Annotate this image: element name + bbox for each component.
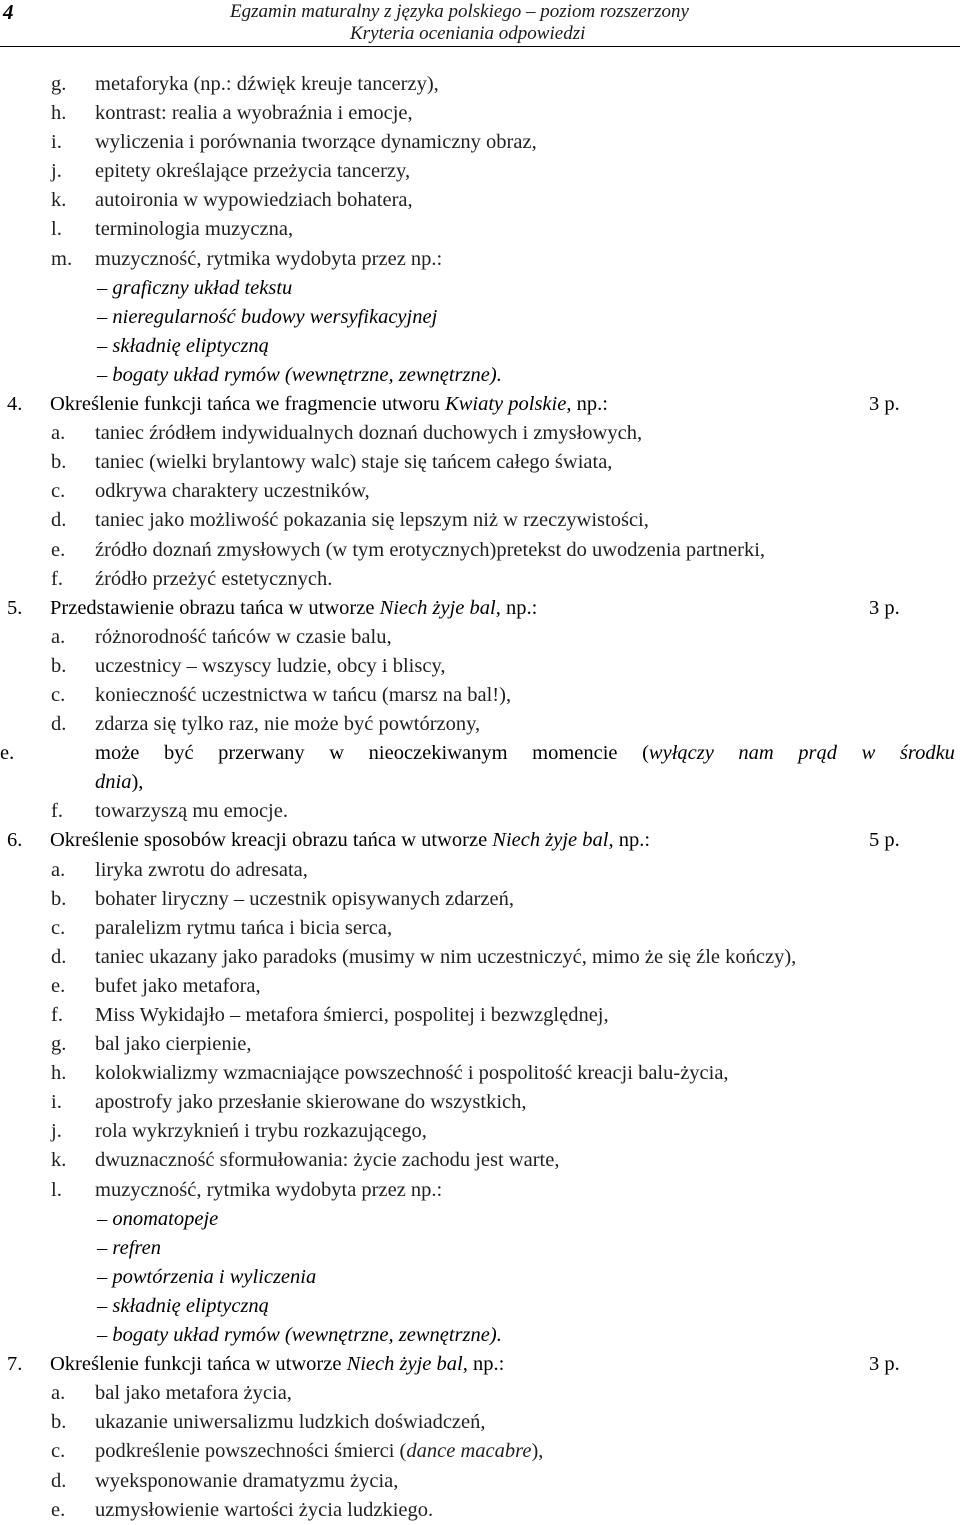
list-item [0,972,960,1001]
item-label: f. [51,1004,63,1026]
list-item [0,914,960,943]
item-word: może [95,742,140,765]
list-item [0,652,960,681]
item-text [50,390,608,419]
text-part: – onomatopeje [97,1207,219,1230]
item-text [50,594,537,623]
list-item [0,768,960,797]
item-word: w [861,742,876,765]
text-part: apostrofy jako przesłanie skierowane do wszystkich, [95,1091,527,1114]
text-after: ), [131,771,144,794]
points-value: 3 p. [869,393,900,416]
item-label: k. [51,189,67,212]
points-value: 3 p. [869,596,900,619]
text-part: kontrast: realia a wyobraźnia i emocje, [95,102,413,125]
text-part: Przedstawienie obrazu tańca w utworze [50,596,380,619]
text-after: , np.: [566,393,608,416]
item-text [95,419,642,448]
text-part: bohater liryczny – uczestnik opisywanych zdarzeń, [95,887,514,910]
item-label: f. [51,567,63,590]
text-part: – bogaty układ rymów (wewnętrzne, zewnętrzne). [97,363,502,386]
text-after: , np.: [462,1353,505,1376]
item-label: a. [51,858,66,881]
list-item [0,1088,960,1117]
item-text [95,157,410,186]
dash-item [0,1205,960,1234]
item-label: l. [51,218,62,241]
item-word: ( [642,742,649,765]
item-word: nam [738,742,774,765]
text-part: bufet jako metafora, [95,974,261,997]
item-label: g. [51,1033,67,1056]
item-label: 5. [7,596,23,619]
list-item [0,1030,960,1059]
item-text [95,1059,729,1088]
text-part: – bogaty układ rymów (wewnętrzne, zewnętrzne). [97,1324,502,1347]
item-text [95,1117,427,1146]
list-item [0,215,960,244]
item-label: j. [51,160,62,183]
text-part: uzmysłowienie wartości życia ludzkiego. [95,1498,434,1521]
item-text [95,943,796,972]
text-part: Określenie sposobów kreacji obrazu tańca w utworze [50,829,493,852]
item-label: i. [51,1091,62,1114]
item-text [95,186,413,215]
list-item [0,1496,960,1525]
page-header [0,0,960,47]
item-label: e. [51,538,66,561]
text-part: autoironia w wypowiedziach bohatera, [95,189,413,212]
item-label: f. [51,800,63,823]
item-label: a. [51,422,66,445]
list-item [0,623,960,652]
page-number: 4 [3,0,14,24]
list-item [0,245,960,274]
list-item [0,448,960,477]
item-label: d. [51,509,67,532]
item-text [95,710,480,739]
item-label: c. [51,683,66,706]
item-word: momencie [532,742,618,765]
list-item [0,1146,960,1175]
item-text [95,536,765,565]
item-label: e. [51,1498,66,1521]
item-text [95,1146,559,1175]
item-word: nieoczekiwanym [368,742,508,765]
item-text [95,99,413,128]
item-label: h. [51,1062,67,1085]
item-text [95,565,332,594]
item-label: l. [51,1178,62,1201]
list-item [0,1408,960,1437]
item-label: b. [51,654,67,677]
item-word: być [163,742,194,765]
list-item [0,1467,960,1496]
dash-item [0,1263,960,1292]
text-part: muzyczność, rytmika wydobyta przez np.: [95,1178,443,1201]
item-text [97,361,502,390]
dash-item [0,1321,960,1350]
item-text [95,1408,486,1437]
list-item [0,1379,960,1408]
item-label: b. [51,451,67,474]
item-label: a. [51,625,66,648]
item-text [50,1350,504,1379]
text-part: liryka zwrotu do adresata, [95,858,308,881]
list-item [0,1176,960,1205]
item-word: prąd [798,742,838,765]
text-part: taniec (wielki brylantowy walc) staje się tańcem całego świata, [95,451,613,474]
item-text [95,477,370,506]
text-part: – nieregularność budowy wersyfikacyjnej [97,305,438,328]
text-part: taniec ukazany jako paradoks (musimy w nim uczestniczyć, mimo że się źle kończy), [95,945,797,968]
list-item [0,506,960,535]
item-text [95,681,511,710]
item-text [95,506,649,535]
dash-item [0,1234,960,1263]
text-part: – składnię eliptyczną [97,334,269,357]
section-heading [0,390,960,419]
item-text [95,885,514,914]
section-heading [0,1350,960,1379]
list-item [0,99,960,128]
item-text [95,1496,433,1525]
item-label: 7. [7,1353,23,1376]
item-text [97,332,269,361]
item-word: przerwany [218,742,305,765]
item-label: 6. [7,829,23,852]
text-part: epitety określające przeżycia tancerzy, [95,160,411,183]
text-part: konieczność uczestnictwa w tańcu (marsz na bal!), [95,683,512,706]
list-item [0,477,960,506]
item-label: b. [51,1411,67,1434]
item-text [95,1176,442,1205]
title-italic: Niech żyje bal [379,596,496,619]
item-text [97,303,437,332]
list-item [0,856,960,885]
item-label: a. [51,1382,66,1405]
list-item [0,1001,960,1030]
text-part: dwuznaczność sformułowania: życie zachodu jest warte, [95,1149,560,1172]
text-part: rola wykrzyknień i trybu rozkazującego, [95,1120,427,1143]
text-part: paralelizm rytmu tańca i bicia serca, [95,916,393,939]
item-text [97,1263,316,1292]
text-part: taniec jako możliwość pokazania się lepszym niż w rzeczywistości, [95,509,649,532]
text-part: Określenie funkcji tańca we fragmencie utworu [50,393,446,416]
item-label: c. [51,916,66,939]
item-text [95,128,537,157]
item-label: e. [51,974,66,997]
list-item [0,797,960,826]
list-item [0,186,960,215]
item-word: środku [899,742,955,765]
item-label: c. [51,480,66,503]
item-text [95,448,612,477]
text-part: Miss Wykidajło – metafora śmierci, pospolitej i bezwzględnej, [95,1004,609,1026]
list-item [0,885,960,914]
text-part: – refren [97,1236,161,1259]
item-label: d. [51,945,67,968]
item-label: k. [51,1149,67,1172]
item-label: d. [51,1469,67,1492]
item-text [95,70,439,99]
text-part: źródło przeżyć estetycznych. [95,567,333,590]
item-label: j. [51,1120,62,1143]
item-text [95,652,446,681]
dash-item [0,303,960,332]
item-label: c. [51,1440,66,1463]
item-text [95,856,308,885]
text-part: taniec źródłem indywidualnych doznań duchowych i zmysłowych, [95,422,643,445]
title-italic: dance macabre [406,1440,532,1463]
item-text [95,245,442,274]
item-text [95,1379,292,1408]
item-label: 4. [7,393,23,416]
points-value: 5 p. [869,829,900,852]
item-label: g. [51,73,67,95]
list-item [0,739,960,768]
text-part: metaforyka (np.: dźwięk kreuje tancerzy), [95,73,439,95]
text-part: różnorodność tańców w czasie balu, [95,625,392,648]
text-part: bal jako metafora życia, [95,1382,292,1405]
text-after: ), [531,1440,544,1463]
item-text [95,768,143,797]
text-after: , np.: [495,596,538,619]
dash-item [0,274,960,303]
item-text [95,1437,543,1466]
item-text [95,1030,252,1059]
item-word: w [329,742,345,765]
item-text [95,914,392,943]
list-item [0,565,960,594]
list-item [0,710,960,739]
text-part: terminologia muzyczna, [95,218,294,241]
item-text [97,1205,218,1234]
text-part: zdarza się tylko raz, nie może być powtórzony, [95,713,481,736]
text-part: wyliczenia i porównania tworzące dynamiczny obraz, [95,131,537,154]
item-text [95,739,955,768]
text-part: – składnię eliptyczną [97,1294,269,1317]
section-heading [0,826,960,855]
section-heading [0,594,960,623]
title-italic: dnia [95,771,132,794]
item-text [50,826,650,855]
text-part: kolokwializmy wzmacniające powszechność i pospolitość kreacji balu-życia, [95,1062,729,1085]
header-subtitle: Kryteria oceniania odpowiedzi [350,23,586,44]
text-part: towarzyszą mu emocje. [95,800,288,823]
list-item [0,419,960,448]
title-italic: Niech żyje bal [346,1353,463,1376]
item-text [97,1234,161,1263]
item-label: e. [0,742,15,765]
item-label: m. [51,247,73,270]
list-item [0,1117,960,1146]
item-label: i. [51,131,62,154]
points-value: 3 p. [869,1353,900,1376]
list-item [0,1437,960,1466]
text-after: , np.: [608,829,651,852]
text-part: uczestnicy – wszyscy ludzie, obcy i bliscy, [95,654,446,677]
text-part: wyeksponowanie dramatyzmu życia, [95,1469,399,1492]
item-label: d. [51,713,67,736]
item-text [95,797,288,826]
dash-item [0,332,960,361]
item-text [95,1467,398,1496]
item-word: wyłączy [648,742,714,765]
list-item [0,681,960,710]
item-text [95,972,261,1001]
title-italic: Kwiaty polskie [445,393,567,416]
answer-criteria-list [0,70,960,1525]
dash-item [0,1292,960,1321]
text-part: odkrywa charaktery uczestników, [95,480,370,503]
text-part: podkreślenie powszechności śmierci ( [95,1440,407,1463]
list-item [0,943,960,972]
text-part: ukazanie uniwersalizmu ludzkich doświadczeń, [95,1411,486,1434]
item-label: h. [51,102,67,125]
header-title: Egzamin maturalny z języka polskiego – poziom rozszerzony [230,1,689,22]
word-group [642,739,714,768]
item-label: b. [51,887,67,910]
list-item [0,157,960,186]
text-part: muzyczność, rytmika wydobyta przez np.: [95,247,443,270]
item-text [97,274,292,303]
item-text [97,1321,502,1350]
text-part: Określenie funkcji tańca w utworze [50,1353,347,1376]
list-item [0,70,960,99]
text-part: – powtórzenia i wyliczenia [97,1265,317,1288]
title-italic: Niech żyje bal [492,829,609,852]
text-part: bal jako cierpienie, [95,1033,252,1056]
item-text [95,215,293,244]
list-item [0,536,960,565]
item-text [95,623,392,652]
item-text [95,1001,609,1030]
text-part: źródło doznań zmysłowych (w tym erotycznych)pretekst do uwodzenia partnerki, [95,538,766,561]
dash-item [0,361,960,390]
item-text [95,1088,527,1117]
list-item [0,128,960,157]
item-text [97,1292,269,1321]
list-item [0,1059,960,1088]
text-part: – graficzny układ tekstu [97,276,293,299]
